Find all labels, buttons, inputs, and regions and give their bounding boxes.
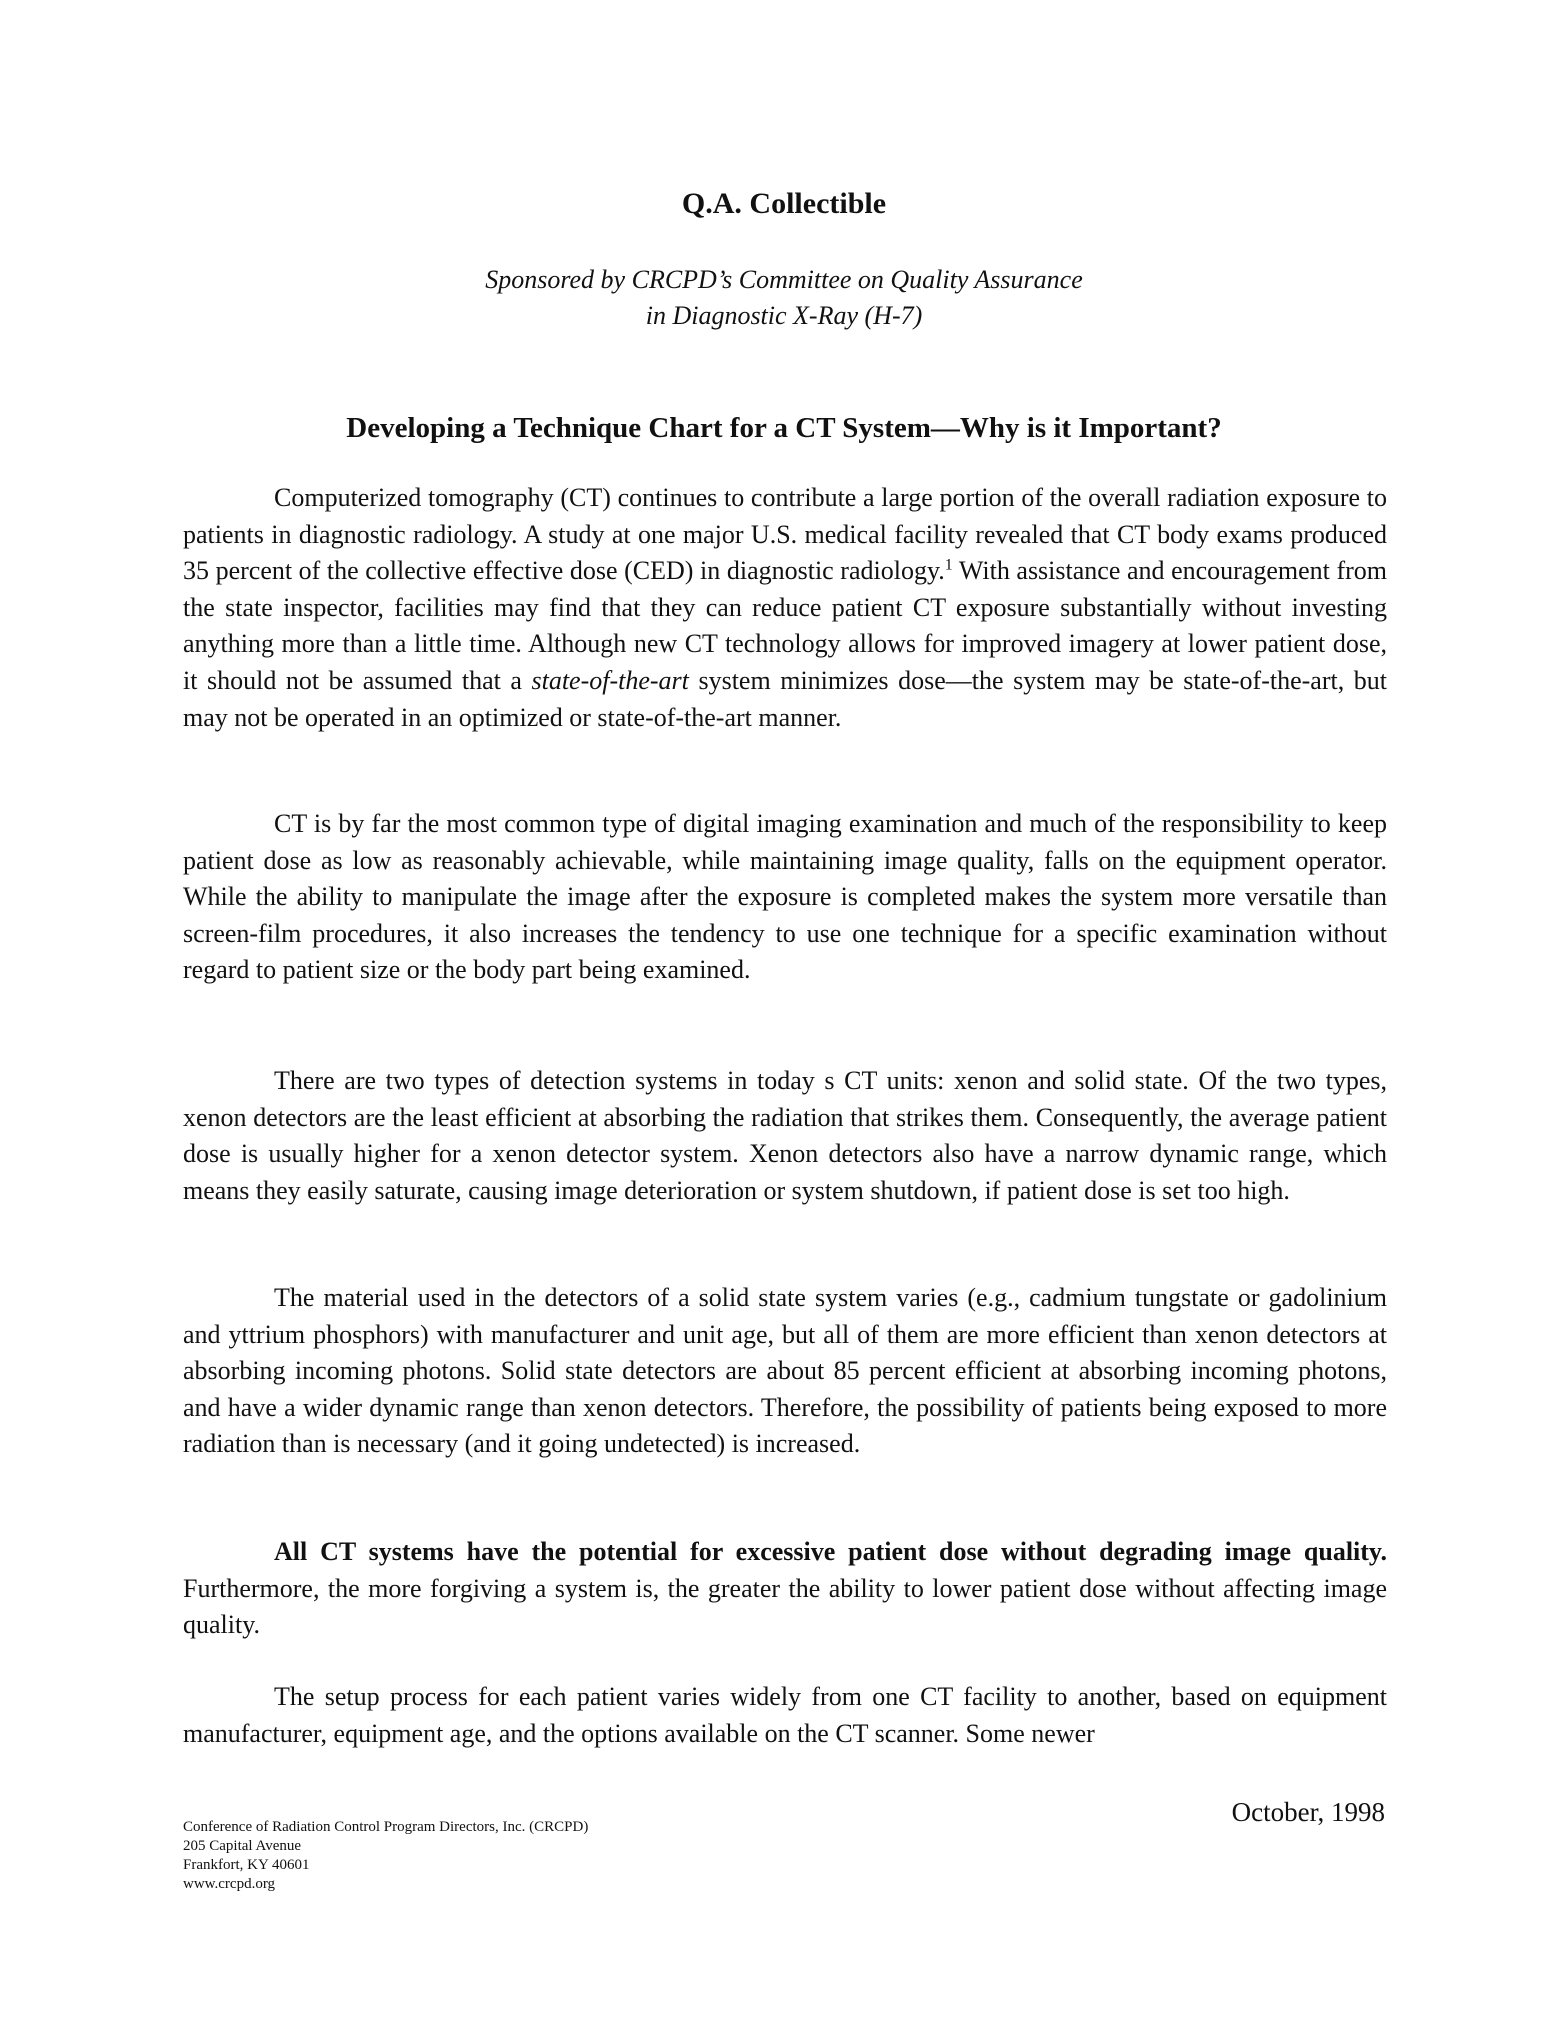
paragraph-4: The material used in the detectors of a solid state system varies (e.g., cadmium tungstate or gadolinium and yttrium phosphors) with manufacturer and unit age, but all of them are more efficient than xenon detectors at absorbing incoming photons. Solid state detectors are about 85 percent efficient at absorbing incoming photons, and have a wider dynamic range than xenon detectors. Therefore, the possibility of patients being exposed to more radiation than is necessary (and it going undetected) is increased. xyxy=(183,1283,1387,1459)
sponsor-line-1: Sponsored by CRCPD’s Committee on Quality Assurance xyxy=(485,265,1083,294)
footer-website: www.crcpd.org xyxy=(183,1876,276,1892)
paragraph-1-part-1: Computerized tomography (CT) continues to contribute a large portion of the overall radiation exposure to patients in diagnostic radiology. A study at one major U.S. medical facility revealed that CT body exams produced 35 percent of the collective effective dose (CED) in diagnostic radiology. xyxy=(183,483,1387,586)
sponsor-line-2: in Diagnostic X-Ray (H-7) xyxy=(645,301,923,330)
footnote-ref: 1 xyxy=(944,556,953,574)
footer-org-name: Conference of Radiation Control Program Directors, Inc. (CRCPD) xyxy=(183,1819,589,1835)
footer-organization xyxy=(183,1818,588,1894)
paragraph-1-part-3: system minimizes dose—the system may be state-of-the-art, but may not be operated in an optimized or state-of-the-art manner. xyxy=(183,665,1387,732)
paragraph-1-part-2: With assistance and encouragement from the state inspector, facilities may find that they can reduce patient CT exposure substantially without investing anything more than a little time. Although new CT technology allows for improved imagery at lower patient dose, it should not be assumed that a xyxy=(183,556,1387,695)
paragraph-5-rest: Furthermore, the more forgiving a system is, the greater the ability to lower patient dose without affecting image quality. xyxy=(183,1573,1387,1640)
footer-date: October, 1998 xyxy=(1231,1797,1385,1827)
footer-street: 205 Capital Avenue xyxy=(183,1838,302,1854)
footer-city: Frankfort, KY 40601 xyxy=(183,1857,310,1873)
paragraph-1 xyxy=(183,480,1387,736)
paragraph-2: CT is by far the most common type of digital imaging examination and much of the responsibility to keep patient dose as low as reasonably achievable, while maintaining image quality, falls on the equipment operator. While the ability to manipulate the image after the exposure is completed makes the system more versatile than screen-film procedures, it also increases the tendency to use one technique for a specific examination without regard to patient size or the body part being examined. xyxy=(183,809,1387,985)
paragraph-6: The setup process for each patient varies widely from one CT facility to another, based on equipment manufacturer, equipment age, and the options available on the CT scanner. Some newer xyxy=(183,1682,1387,1748)
article-heading: Developing a Technique Chart for a CT System—Why is it Important? xyxy=(346,412,1222,444)
paragraph-3: There are two types of detection systems in today s CT units: xenon and solid state. Of the two types, xenon detectors are the least efficient at absorbing the radiation that strikes them. Consequently, the average patient dose is usually higher for a xenon detector system. Xenon detectors also have a narrow dynamic range, which means they easily saturate, causing image deterioration or system shutdown, if patient dose is set too high. xyxy=(183,1066,1387,1205)
document-title: Q.A. Collectible xyxy=(681,187,887,220)
paragraph-1-italic-term: state-of-the-art xyxy=(531,665,689,695)
sponsor-note xyxy=(0,262,1568,334)
paragraph-5-bold-statement: All CT systems have the potential for excessive patient dose without degrading image quality. xyxy=(274,1537,1387,1566)
paragraph-5 xyxy=(183,1534,1387,1644)
